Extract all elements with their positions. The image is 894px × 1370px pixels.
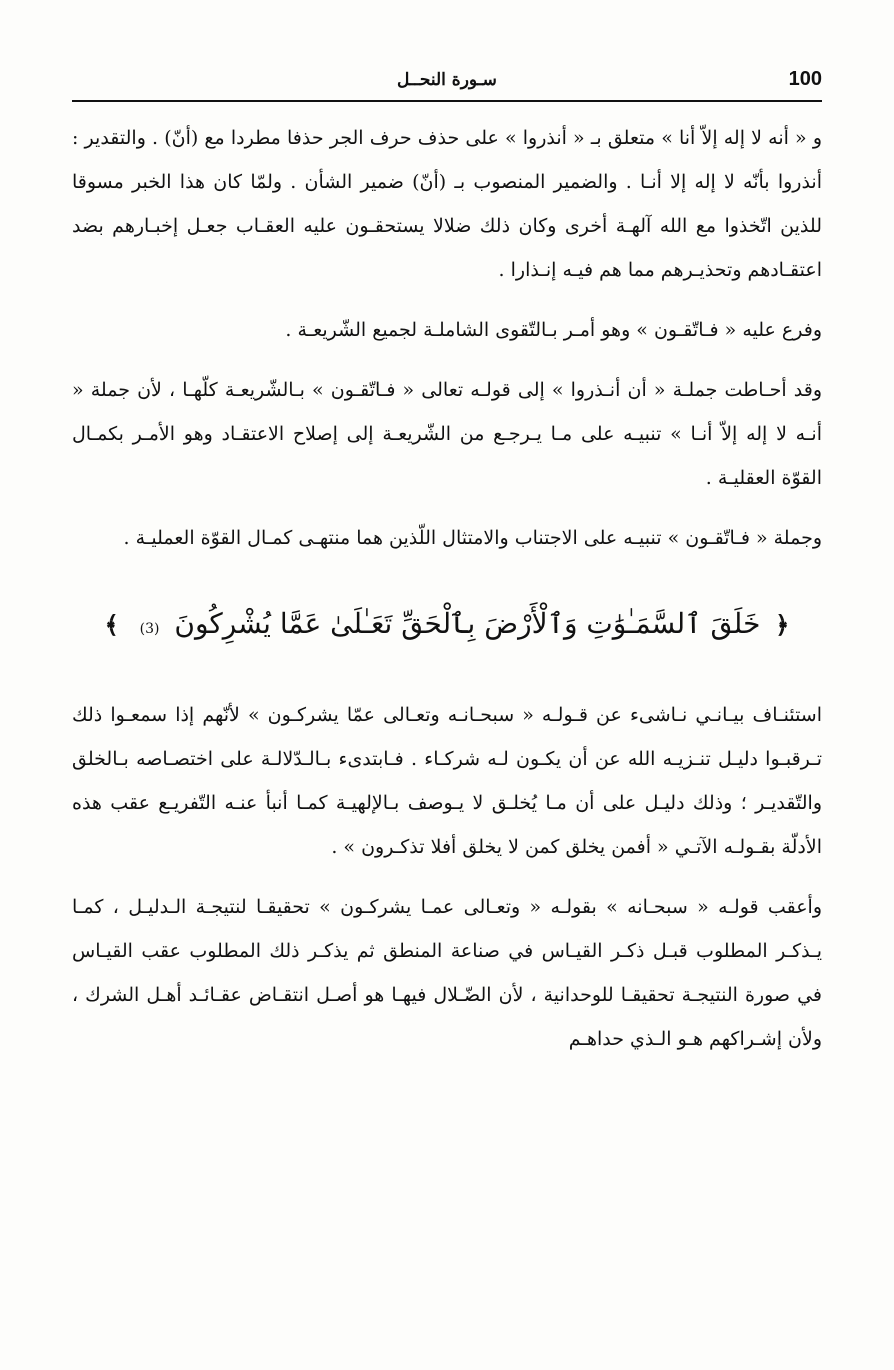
paragraph: وفرع عليه « فـاتّقـون » وهو أمـر بـالتّقوى الشاملـة لجميع الشّريعـة .: [285, 319, 822, 341]
page-body: [72, 116, 822, 1061]
page-header: [72, 66, 822, 100]
paragraph: و « أنه لا إله إلاّ أنا » متعلق بـ « أنذروا » على حذف حرف الجر حذفا مطردا مع (أنّ) . والتقدير : أنذروا بأنّه لا إله إلا أنـا . والضمير المنصوب بـ (أنّ) ضمير الشأن . ولمّا كان هذا الخبر مسوقا للذين اتّخذوا مع الله آلهـة أخرى وكان ذلك ضلالا يستحقـون عليه العقـاب جعـل إخبـارهم بضد اعتقـادهم وتحذيـرهم مما هم فيـه إنـذارا .: [72, 127, 822, 281]
paragraph: وأعقب قولـه « سبحـانه » بقولـه « وتعـالى عمـا يشركـون » تحقيقـا لنتيجـة الـدليـل ، كمـا يـذكـر المطلوب قبـل ذكـر القيـاس في صناعة المنطق ثم يذكـر ذلك المطلوب عقب القيـاس في صورة النتيجـة تحقيقـا للوحدانية ، لأن الضّـلال فيهـا هو أصـل انتقـاض عقـائـد أهـل الشرك ، ولأن إشـراكهم هـو الـذي حداهـم: [72, 896, 823, 1050]
verse-text: خَلَقَ ٱلسَّمَـٰوَٰتِ وَٱلْأَرْضَ بِٱلْحَقِّ تَعَـٰلَىٰ عَمَّا يُشْرِكُونَ: [174, 607, 761, 640]
verse-close-bracket: ﴾: [104, 611, 119, 639]
verse-open-bracket: ﴿: [775, 611, 790, 639]
paragraph: استئنـاف بيـانـي نـاشىء عن قـولـه « سبحـانـه وتعـالى عمّا يشركـون » لأنّهم إذا سمعـوا ذلك تـرقبـوا دليـل تنـزيـه الله عن أن يكـون لـه شركـاء . فـابتدىء بـالـدّلالـة على اختصـاصه بـالخلق والتّقديـر ؛ وذلك دليـل على أن مـا يُخلـق لا يـوصف بـالإلهيـة كمـا أنبأ عنـه التّفريـع عقب هذه الأدلّة بقـولـه الآتـي « أفمن يخلق كمن لا يخلق أفلا تذكـرون » .: [72, 704, 822, 858]
header-rule: [72, 100, 822, 102]
page-number: 100: [788, 68, 822, 90]
running-title: سـورة النحــل: [397, 70, 497, 90]
verse-number: (3): [139, 621, 160, 637]
quran-verse: [72, 596, 822, 657]
paragraph: وجملة « فـاتّقـون » تنبيـه على الاجتناب والامتثال اللّذين هما منتهـى كمـال القوّة العمليـة .: [123, 527, 822, 549]
paragraph: وقد أحـاطت جملـة « أن أنـذروا » إلى قولـه تعالى « فـاتّقـون » بـالشّريعـة كلّهـا ، لأن جملة « أنـه لا إله إلاّ أنـا » تنبيـه على مـا يـرجـع من الشّريعـة إلى إصلاح الاعتقـاد وهو الأمـر بكمـال القوّة العقليـة .: [72, 379, 822, 489]
